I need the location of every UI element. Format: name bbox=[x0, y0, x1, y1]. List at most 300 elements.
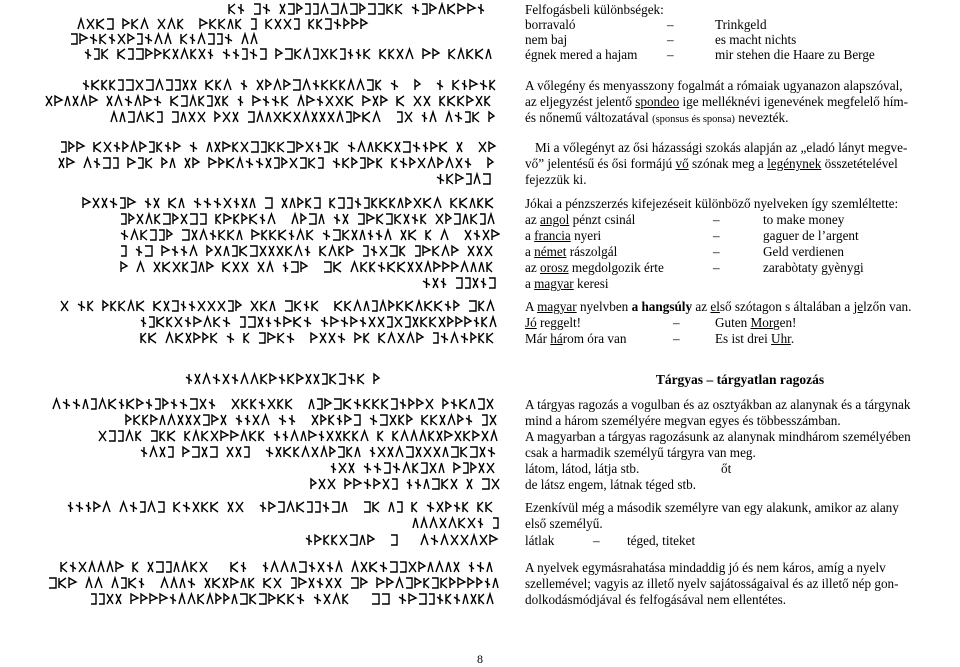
rune-glyph bbox=[317, 96, 323, 106]
text: a bbox=[525, 228, 535, 243]
rune-glyph bbox=[488, 214, 494, 224]
text: szónak meg a bbox=[688, 156, 768, 171]
rune-glyph bbox=[111, 112, 117, 122]
rune-glyph bbox=[110, 198, 117, 208]
de-phrase: mir stehen die Haare zu Berge bbox=[715, 47, 875, 62]
underlined-term: je bbox=[853, 299, 864, 314]
rune-glyph bbox=[340, 535, 347, 545]
rune-glyph bbox=[224, 594, 229, 604]
rune-glyph bbox=[355, 447, 360, 457]
rune-glyph bbox=[391, 399, 397, 409]
rune-glyph bbox=[318, 562, 324, 572]
rune-glyph bbox=[377, 158, 382, 168]
rune-glyph bbox=[452, 262, 458, 272]
rune-glyph bbox=[157, 112, 162, 122]
rune-glyph bbox=[363, 96, 370, 106]
rune-glyph bbox=[171, 578, 177, 588]
rune-glyph bbox=[465, 158, 471, 168]
rune-glyph bbox=[414, 96, 421, 106]
rune-glyph bbox=[463, 214, 468, 224]
text: és nőnemű változatával bbox=[525, 110, 653, 125]
rune-glyph bbox=[376, 142, 382, 152]
rune-glyph bbox=[128, 301, 134, 311]
rune-glyph bbox=[94, 502, 100, 512]
runic-glyphs bbox=[120, 244, 500, 258]
conjugation-example: de látsz engem, látnak téged stb. bbox=[525, 477, 697, 492]
text: az bbox=[525, 260, 541, 275]
rune-glyph bbox=[480, 214, 485, 224]
rune-glyph bbox=[288, 594, 294, 604]
rune-glyph bbox=[347, 198, 352, 208]
rune-glyph bbox=[260, 49, 266, 59]
rune-glyph bbox=[250, 431, 256, 441]
rune-glyph bbox=[467, 96, 473, 106]
rune-glyph bbox=[251, 301, 258, 311]
rune-glyph bbox=[451, 198, 457, 208]
rune-glyph bbox=[421, 535, 428, 545]
rune-glyph bbox=[138, 158, 143, 168]
rune-glyph bbox=[493, 578, 498, 588]
rune-glyph bbox=[435, 301, 442, 311]
page-number: 8 bbox=[477, 652, 483, 666]
rune-glyph bbox=[307, 502, 312, 512]
rune-glyph bbox=[490, 317, 496, 327]
text: összetételével bbox=[821, 156, 898, 171]
conjugation-note: őt bbox=[721, 461, 732, 476]
rune-glyph bbox=[376, 80, 381, 90]
rune-glyph bbox=[397, 502, 402, 512]
rune-glyph bbox=[309, 578, 314, 588]
rune-glyph bbox=[198, 112, 205, 122]
rune-glyph bbox=[409, 230, 416, 240]
rune-glyph bbox=[174, 142, 180, 152]
rune-glyph bbox=[407, 415, 412, 425]
rune-glyph bbox=[238, 96, 243, 106]
rune-glyph bbox=[390, 562, 397, 572]
rune-glyph bbox=[250, 594, 256, 604]
rune-glyph bbox=[118, 49, 125, 59]
rune-glyph bbox=[478, 518, 483, 528]
rune-glyph bbox=[291, 562, 296, 572]
rune-glyph bbox=[452, 246, 458, 256]
rune-glyph bbox=[350, 4, 357, 14]
rune-glyph bbox=[453, 80, 459, 90]
rune-glyph bbox=[99, 594, 104, 604]
rune-glyph bbox=[154, 96, 161, 106]
rune-glyph bbox=[157, 317, 164, 327]
rune-glyph bbox=[205, 578, 210, 588]
rune-glyph bbox=[291, 431, 298, 441]
rune-glyph bbox=[462, 80, 467, 90]
rune-glyph bbox=[486, 49, 491, 59]
rune-glyph bbox=[458, 49, 464, 59]
rune-glyph bbox=[474, 174, 480, 184]
rune-glyph bbox=[234, 198, 239, 208]
rune-glyph bbox=[170, 158, 175, 168]
rune-glyph bbox=[241, 142, 248, 152]
runic-text-line bbox=[228, 2, 490, 16]
rune-glyph bbox=[286, 246, 292, 256]
rune-glyph bbox=[489, 112, 494, 122]
rune-glyph bbox=[332, 142, 338, 152]
hu-phrase: nem baj bbox=[525, 32, 568, 47]
rune-glyph bbox=[442, 479, 448, 489]
rune-glyph bbox=[417, 333, 423, 343]
rune-glyph bbox=[330, 198, 335, 208]
rune-glyph bbox=[78, 19, 84, 29]
rune-glyph bbox=[151, 415, 157, 425]
rune-glyph bbox=[136, 80, 143, 90]
rune-glyph bbox=[121, 246, 126, 256]
rune-glyph bbox=[364, 333, 369, 343]
rune-glyph bbox=[370, 447, 375, 457]
rune-glyph bbox=[309, 431, 316, 441]
rune-glyph bbox=[189, 301, 195, 311]
rune-glyph bbox=[228, 19, 233, 29]
runic-text-line bbox=[82, 196, 500, 210]
rune-glyph bbox=[342, 502, 347, 512]
rune-glyph bbox=[102, 198, 107, 208]
rune-glyph bbox=[141, 19, 148, 29]
rune-glyph bbox=[465, 112, 470, 122]
rune-glyph bbox=[173, 214, 178, 224]
rune-glyph bbox=[423, 49, 430, 59]
rune-glyph bbox=[103, 502, 110, 512]
rune-glyph bbox=[294, 447, 299, 457]
runic-text-line bbox=[48, 576, 500, 590]
text: lzőn van. bbox=[863, 299, 912, 314]
rune-glyph bbox=[442, 246, 449, 256]
rune-glyph bbox=[321, 49, 328, 59]
rune-glyph bbox=[487, 262, 492, 272]
rune-glyph bbox=[141, 447, 147, 457]
rune-glyph bbox=[306, 535, 312, 545]
rune-glyph bbox=[266, 80, 271, 90]
rune-glyph bbox=[320, 112, 325, 122]
rune-glyph bbox=[214, 198, 221, 208]
rune-glyph bbox=[185, 158, 190, 168]
rune-glyph bbox=[406, 447, 413, 457]
rune-glyph bbox=[155, 399, 160, 409]
rune-glyph bbox=[231, 562, 238, 572]
language-name: orosz bbox=[540, 260, 569, 275]
rune-glyph bbox=[429, 431, 434, 441]
rune-glyph bbox=[278, 333, 284, 343]
rune-glyph bbox=[430, 317, 436, 327]
rune-glyph bbox=[311, 333, 317, 343]
rune-glyph bbox=[360, 230, 365, 240]
rune-glyph bbox=[181, 246, 187, 256]
rune-glyph bbox=[314, 374, 319, 384]
rune-glyph bbox=[123, 19, 129, 29]
rune-glyph bbox=[309, 399, 314, 409]
rune-glyph bbox=[303, 80, 310, 90]
rune-glyph bbox=[149, 142, 154, 152]
rune-glyph bbox=[478, 502, 483, 512]
rune-glyph bbox=[252, 230, 259, 240]
rune-glyph bbox=[294, 317, 301, 327]
rune-glyph bbox=[439, 317, 445, 327]
rune-glyph bbox=[341, 4, 347, 14]
rune-glyph bbox=[430, 4, 436, 14]
rune-glyph bbox=[391, 535, 397, 545]
rune-glyph bbox=[443, 399, 448, 409]
rune-glyph bbox=[207, 262, 213, 272]
rune-glyph bbox=[172, 246, 178, 256]
language-row bbox=[525, 244, 955, 260]
rune-glyph bbox=[480, 80, 487, 90]
runic-glyphs bbox=[60, 500, 500, 514]
rune-glyph bbox=[382, 594, 389, 604]
bold-term: a hangsúly bbox=[631, 299, 693, 314]
runic-glyphs bbox=[310, 477, 500, 491]
rune-glyph bbox=[403, 463, 410, 473]
rune-glyph bbox=[164, 49, 170, 59]
rune-glyph bbox=[409, 562, 416, 572]
rune-glyph bbox=[236, 301, 241, 311]
rune-glyph bbox=[456, 278, 462, 288]
rune-glyph bbox=[379, 333, 385, 343]
rune-glyph bbox=[392, 158, 397, 168]
rune-glyph bbox=[490, 415, 496, 425]
rune-glyph bbox=[470, 80, 477, 90]
rune-glyph bbox=[458, 4, 465, 14]
rune-glyph bbox=[215, 96, 220, 106]
rune-glyph bbox=[364, 502, 370, 512]
rune-glyph bbox=[140, 502, 145, 512]
rune-glyph bbox=[374, 479, 380, 489]
rune-glyph bbox=[274, 431, 280, 441]
rune-glyph bbox=[224, 198, 231, 208]
rune-glyph bbox=[406, 301, 413, 311]
rune-glyph bbox=[198, 34, 205, 44]
rune-glyph bbox=[482, 431, 488, 441]
underlined-term: el bbox=[710, 299, 720, 314]
rune-glyph bbox=[129, 578, 136, 588]
rune-glyph bbox=[454, 594, 460, 604]
rune-glyph bbox=[449, 518, 456, 528]
rune-glyph bbox=[345, 479, 351, 489]
rune-glyph bbox=[378, 262, 385, 272]
rune-glyph bbox=[306, 142, 313, 152]
runic-text-line bbox=[125, 413, 500, 427]
rune-glyph bbox=[232, 594, 237, 604]
text: nyeri bbox=[570, 228, 602, 243]
rune-glyph bbox=[279, 230, 286, 240]
rune-glyph bbox=[125, 96, 132, 106]
rune-glyph bbox=[155, 49, 161, 59]
text: pénzt csinál bbox=[569, 212, 636, 227]
text: ige melléknévi igenevének megfelelő hím- bbox=[679, 94, 909, 109]
rune-glyph bbox=[330, 374, 336, 384]
rune-glyph bbox=[245, 415, 250, 425]
rune-glyph bbox=[416, 447, 421, 457]
rune-glyph bbox=[360, 158, 365, 168]
rune-glyph bbox=[416, 301, 422, 311]
rune-glyph bbox=[249, 578, 254, 588]
rune-glyph bbox=[344, 19, 349, 29]
rune-glyph bbox=[94, 142, 101, 152]
rune-glyph bbox=[298, 198, 303, 208]
section2-line: Ezenkívül még a második személyre van egy alakunk, amikor az alany bbox=[525, 500, 899, 515]
rune-glyph bbox=[175, 317, 182, 327]
rune-glyph bbox=[55, 96, 62, 106]
rune-glyph bbox=[86, 578, 92, 588]
rune-glyph bbox=[304, 49, 310, 59]
rune-glyph bbox=[473, 278, 478, 288]
rune-glyph bbox=[434, 262, 440, 272]
rune-glyph bbox=[140, 142, 146, 152]
rune-glyph bbox=[451, 535, 458, 545]
runic-text-line bbox=[45, 94, 500, 108]
rune-glyph bbox=[95, 578, 102, 588]
rune-glyph bbox=[242, 198, 247, 208]
runic-glyphs bbox=[58, 156, 500, 170]
translation-row bbox=[525, 17, 955, 33]
rune-glyph bbox=[207, 96, 212, 106]
rune-glyph bbox=[332, 502, 339, 512]
rune-glyph bbox=[137, 262, 144, 272]
rune-glyph bbox=[242, 399, 248, 409]
rune-glyph bbox=[200, 230, 207, 240]
rune-glyph bbox=[119, 399, 124, 409]
rune-glyph bbox=[368, 158, 374, 168]
rune-glyph bbox=[166, 562, 171, 572]
rune-glyph bbox=[451, 399, 457, 409]
runic-text-line bbox=[330, 461, 500, 475]
underlined-term: vő bbox=[675, 156, 689, 171]
rune-glyph bbox=[295, 246, 302, 256]
rune-glyph bbox=[244, 447, 249, 457]
text: az bbox=[525, 212, 541, 227]
rune-glyph bbox=[242, 49, 247, 59]
rune-glyph bbox=[175, 80, 180, 90]
rune-glyph bbox=[73, 96, 78, 106]
rune-glyph bbox=[165, 142, 171, 152]
rune-glyph bbox=[393, 463, 400, 473]
rune-glyph bbox=[172, 301, 178, 311]
rune-glyph bbox=[460, 198, 467, 208]
rune-glyph bbox=[358, 142, 365, 152]
rune-glyph bbox=[422, 4, 427, 14]
para2-line: Mi a vőlegényt az ősi házassági szokás alapján az „eladó lányt megve- bbox=[535, 140, 908, 155]
rune-glyph bbox=[194, 333, 200, 343]
rune-glyph bbox=[317, 399, 322, 409]
rune-glyph bbox=[162, 246, 169, 256]
rune-glyph bbox=[136, 431, 141, 441]
rune-glyph bbox=[231, 431, 238, 441]
rune-glyph bbox=[340, 80, 345, 90]
rune-glyph bbox=[421, 463, 427, 473]
language-row bbox=[525, 212, 955, 228]
rune-glyph bbox=[339, 374, 345, 384]
rune-glyph bbox=[63, 399, 70, 409]
rune-glyph bbox=[183, 262, 188, 272]
rune-glyph bbox=[487, 333, 493, 343]
rune-glyph bbox=[114, 142, 120, 152]
rune-glyph bbox=[317, 578, 323, 588]
rune-glyph bbox=[463, 463, 468, 473]
rune-glyph bbox=[322, 374, 327, 384]
rune-glyph bbox=[171, 399, 177, 409]
stressed-syllable: Mor bbox=[750, 315, 774, 330]
rune-glyph bbox=[199, 49, 205, 59]
rune-glyph bbox=[242, 34, 248, 44]
rune-glyph bbox=[350, 535, 357, 545]
rune-glyph bbox=[426, 230, 431, 240]
rune-glyph bbox=[137, 301, 144, 311]
rune-glyph bbox=[141, 333, 146, 343]
rune-glyph bbox=[345, 301, 351, 311]
rune-glyph bbox=[443, 262, 449, 272]
rune-glyph bbox=[73, 399, 80, 409]
rune-glyph bbox=[470, 399, 475, 409]
rune-glyph bbox=[213, 578, 220, 588]
hu-phrase bbox=[525, 228, 601, 244]
dash: – bbox=[593, 533, 600, 548]
rune-glyph bbox=[168, 19, 175, 29]
rune-glyph bbox=[461, 535, 468, 545]
rune-glyph bbox=[305, 246, 310, 256]
rune-glyph bbox=[311, 479, 316, 489]
rune-glyph bbox=[121, 578, 126, 588]
rune-glyph bbox=[406, 578, 412, 588]
rune-glyph bbox=[407, 479, 412, 489]
rune-glyph bbox=[321, 415, 326, 425]
rune-glyph bbox=[485, 246, 492, 256]
runic-glyphs bbox=[330, 461, 500, 475]
rune-glyph bbox=[398, 262, 405, 272]
runic-glyphs bbox=[185, 372, 385, 386]
rune-glyph bbox=[145, 34, 152, 44]
rune-glyph bbox=[407, 333, 414, 343]
runic-text-line bbox=[140, 315, 500, 329]
text: keresi bbox=[573, 276, 609, 291]
rune-glyph bbox=[276, 447, 281, 457]
rune-glyph bbox=[59, 158, 64, 168]
rune-glyph bbox=[180, 578, 185, 588]
rune-glyph bbox=[120, 112, 125, 122]
rune-glyph bbox=[194, 317, 201, 327]
rune-glyph bbox=[421, 518, 427, 528]
rune-glyph bbox=[454, 562, 459, 572]
rune-glyph bbox=[368, 230, 373, 240]
rune-glyph bbox=[478, 198, 483, 208]
rune-glyph bbox=[300, 158, 306, 168]
rune-glyph bbox=[489, 278, 495, 288]
rune-glyph bbox=[236, 447, 241, 457]
rune-glyph bbox=[399, 415, 404, 425]
rune-glyph bbox=[425, 262, 431, 272]
rune-glyph bbox=[158, 19, 165, 29]
rune-glyph bbox=[372, 301, 377, 311]
rune-glyph bbox=[395, 214, 401, 224]
rune-glyph bbox=[61, 142, 66, 152]
rune-glyph bbox=[367, 80, 373, 90]
rune-glyph bbox=[262, 230, 267, 240]
rune-glyph bbox=[304, 317, 311, 327]
rune-glyph bbox=[479, 142, 486, 152]
rune-glyph bbox=[69, 142, 74, 152]
rune-glyph bbox=[343, 214, 348, 224]
runic-glyphs bbox=[90, 592, 500, 606]
rune-glyph bbox=[355, 198, 361, 208]
rune-glyph bbox=[210, 19, 216, 29]
rune-glyph bbox=[287, 142, 294, 152]
rune-glyph bbox=[161, 578, 168, 588]
rune-glyph bbox=[259, 431, 264, 441]
rune-glyph bbox=[207, 246, 212, 256]
